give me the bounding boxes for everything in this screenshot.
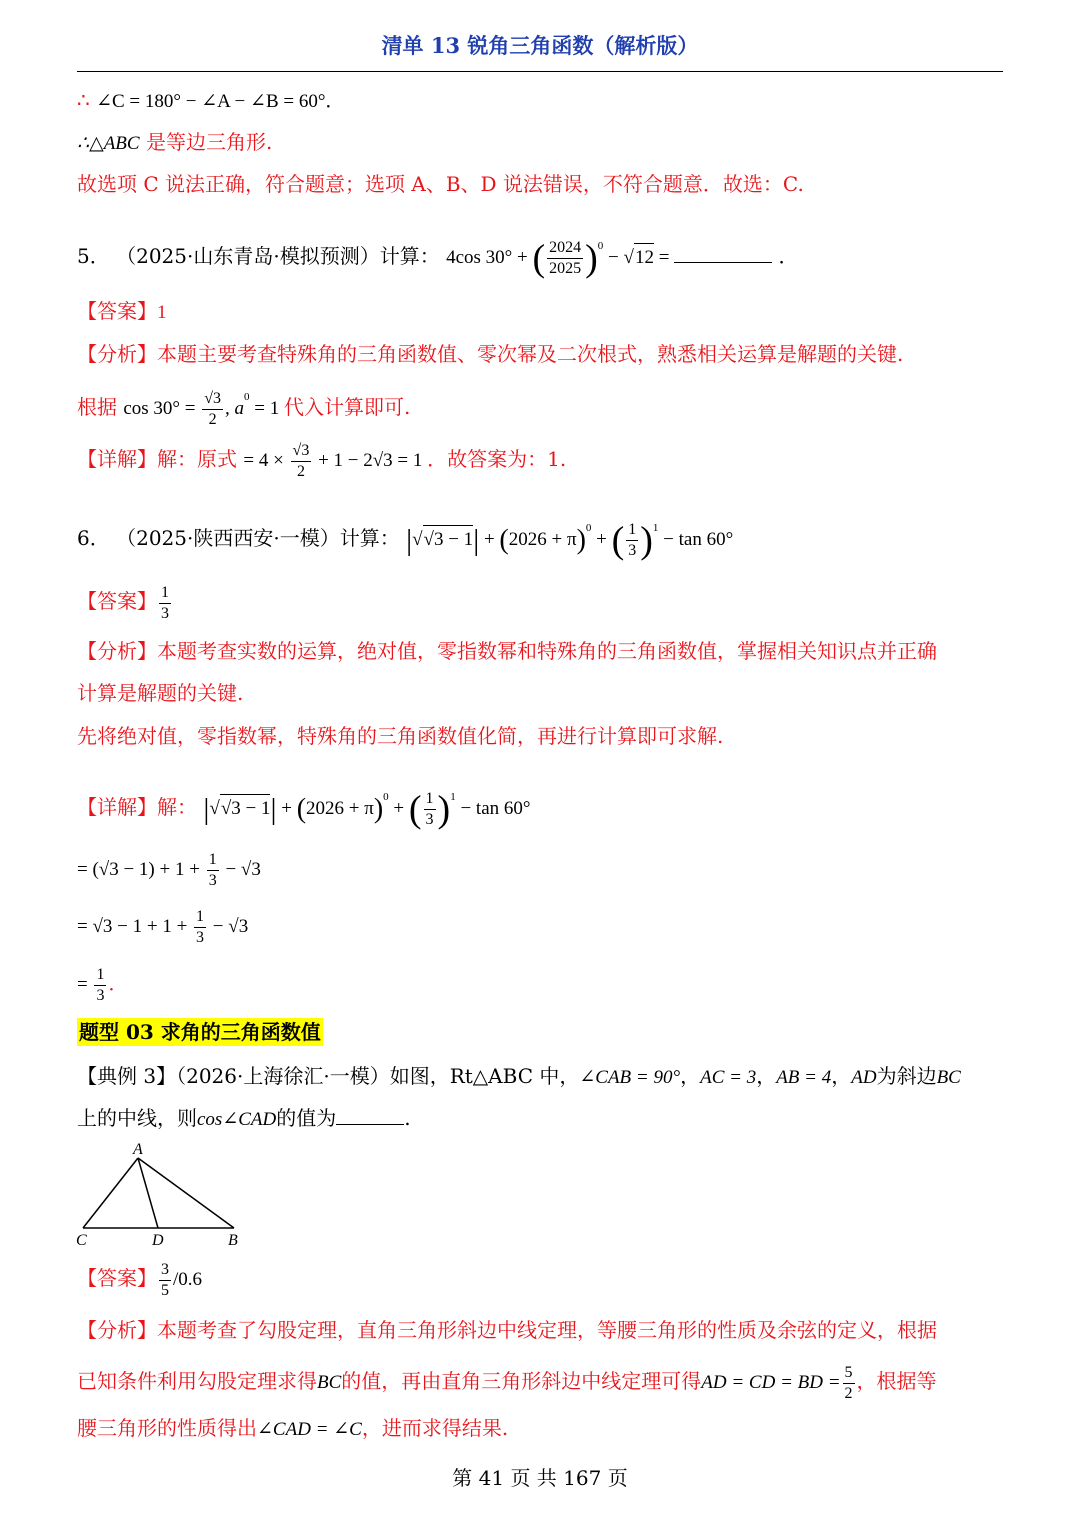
basis-math	[123, 390, 284, 429]
sep-1: ，	[680, 1064, 701, 1088]
analysis-frac-num: 5	[843, 1365, 855, 1384]
example-3-line-2	[77, 1104, 411, 1134]
label-c: C	[76, 1232, 87, 1249]
analysis-2a: 已知条件利用勾股定理求得	[77, 1368, 317, 1393]
analysis-text: 本题主要考查特殊角的三角函数值、零次幂及二次根式，熟悉相关运算是解题的关键.	[157, 342, 904, 366]
step2-frac-num: 1	[194, 909, 206, 928]
q6-detail-zero-exp: 0	[383, 791, 389, 803]
step3-text: =	[77, 973, 88, 995]
median-ad	[138, 1158, 158, 1228]
q6-detail	[77, 783, 530, 829]
answer-label: 【答案】	[77, 1265, 157, 1290]
example-line2-b: 的值为	[276, 1106, 337, 1130]
detail-prefix: 解：	[157, 795, 197, 819]
q6-tan: − tan 60°	[663, 529, 734, 550]
step1-text: = (√3 − 1) + 1 +	[77, 858, 200, 880]
q5-frac-num: 2024	[547, 240, 583, 259]
question-5	[77, 232, 799, 278]
section-heading	[77, 1016, 323, 1045]
example-line2-a: 上的中线，则	[77, 1106, 197, 1130]
prev-line-3: 故选项 C 说法正确，符合题意；选项 A、B、D 说法错误，不符合题意．故选：C.	[77, 172, 804, 196]
step1-frac-num: 1	[207, 852, 219, 871]
q5-basis	[77, 383, 410, 428]
side-ac	[83, 1158, 138, 1228]
analysis-label: 【分析】	[77, 342, 157, 366]
q6-frac	[626, 522, 638, 559]
answer-blank[interactable]	[674, 262, 772, 263]
analysis-label: 【分析】	[77, 639, 157, 663]
analysis-equation: AD = CD = BD =	[701, 1371, 841, 1393]
q6-answer-den: 3	[161, 605, 169, 622]
q5-frac-den: 2025	[549, 260, 582, 278]
basis-exp: 0	[244, 391, 250, 403]
detail-frac-den: 2	[296, 463, 305, 480]
sep-2: ，	[756, 1064, 777, 1088]
q6-step-1	[77, 852, 261, 889]
step3-frac-num: 1	[94, 967, 106, 986]
q6-analysis-1	[77, 637, 937, 665]
basis-a: , a	[225, 398, 245, 419]
step2-text: = √3 − 1 + 1 +	[77, 915, 188, 937]
ex3-analysis-3	[77, 1414, 508, 1444]
question-6-number: 6．	[77, 526, 110, 550]
q6-detail-abs-inner: √3 − 1	[220, 794, 271, 823]
basis-eq1: = 1	[254, 398, 280, 419]
q6-analysis-3: 先将绝对值，零指数幂，特殊角的三角函数值化简，再进行计算即可求解.	[77, 724, 724, 748]
detail-label: 【详解】	[77, 446, 157, 471]
step1-tail: − √3	[225, 858, 261, 880]
q6-frac-num: 1	[626, 522, 638, 541]
step2-tail: − √3	[212, 915, 249, 937]
step2-frac-den: 3	[196, 929, 205, 946]
side-ab	[138, 1158, 234, 1228]
question-5-expression: 4cos 30° + ( $\frac{2024}{2025}$ )$^0$ − √12 =	[446, 237, 670, 280]
detail-math-a: = 4 ×	[243, 449, 284, 471]
cond-bc: BC	[936, 1067, 961, 1088]
example-text-a: （2026·上海徐汇·一模）如图，Rt△ABC 中，	[176, 1064, 580, 1088]
q6-analysis-2: 计算是解题的关键.	[77, 681, 244, 705]
detail-label: 【详解】	[77, 795, 157, 819]
analysis-text-1: 本题考查了勾股定理，直角三角形斜边中线定理，等腰三角形的性质及余弦的定义，根据	[157, 1318, 937, 1342]
triangle-figure	[72, 1138, 252, 1250]
q5-detail	[77, 443, 566, 480]
basis-suffix: 代入计算即可.	[284, 395, 411, 419]
q6-zero-exp: 0	[585, 522, 592, 534]
label-a: A	[133, 1141, 143, 1158]
question-6-source: （2025·陕西西安·一模）计算：	[116, 526, 400, 550]
q5-expr-a: 4cos 30° +	[446, 247, 528, 268]
analysis-2b: 的值，再由直角三角形斜边中线定理可得	[341, 1368, 702, 1393]
q6-detail-one-exp: 1	[450, 791, 456, 803]
header-rule	[77, 71, 1003, 72]
analysis-3a: 腰三角形的性质得出	[77, 1416, 257, 1440]
ex3-answer-alt: /0.6	[173, 1268, 203, 1290]
sep-3: ，	[831, 1064, 852, 1088]
question-6-expression: $|√√3 - 1| + (2026 + \pi)^0$ + ( $\frac{1}{3}$ )$^1$ − tan 60°	[406, 519, 734, 562]
right-paren: )	[585, 237, 598, 280]
equilateral-statement: 是等边三角形.	[145, 130, 273, 154]
detail-math-b: + 1 − 2√3 = 1	[318, 449, 423, 471]
step1-frac-den: 3	[208, 872, 217, 889]
triangle-abc: ∴△ABC	[77, 133, 140, 154]
label-d: D	[152, 1232, 164, 1249]
q6-step-3	[77, 967, 127, 1004]
q6-answer	[77, 585, 173, 622]
analysis-frac-den: 2	[844, 1385, 853, 1402]
page-header-title: 清单 13 锐角三角函数（解析版）	[381, 33, 699, 58]
basis-frac-num: √3	[202, 391, 223, 410]
q6-answer-fraction	[159, 585, 171, 622]
example-3-line-1	[77, 1062, 961, 1092]
q6-frac-den: 3	[628, 542, 637, 560]
q6-step-2	[77, 909, 248, 946]
answer-label: 【答案】	[77, 299, 157, 323]
question-5-number: 5．	[77, 244, 110, 268]
q5-equals: =	[658, 247, 670, 268]
section-title: 题型 03 求角的三角函数值	[79, 1020, 321, 1044]
label-b: B	[228, 1232, 238, 1249]
q5-minus: −	[608, 247, 619, 268]
q6-one-exp: 1	[652, 522, 659, 534]
angle-c-equation: ∠C = 180° − ∠A − ∠B = 60°．	[96, 91, 345, 112]
detail-fraction	[291, 443, 312, 480]
cond-ad: AD	[851, 1067, 877, 1088]
ex3-answer-den: 5	[161, 1282, 169, 1299]
left-paren: (	[532, 237, 546, 280]
therefore-symbol: ∴	[77, 88, 90, 112]
prev-line-2	[77, 128, 272, 158]
analysis-bc: BC	[317, 1371, 342, 1393]
example-line2-end: .	[404, 1106, 411, 1130]
ex3-analysis-2	[77, 1365, 937, 1402]
q6-paren-inner: 2026 + π	[508, 529, 577, 550]
q5-tail: ．	[778, 244, 799, 268]
q6-abs-inner: √3 − 1	[423, 525, 474, 554]
example-text-b: 为斜边	[876, 1064, 937, 1088]
ex3-analysis-1	[77, 1316, 937, 1344]
basis-fraction	[202, 391, 223, 428]
q6-answer-num: 1	[159, 585, 171, 604]
q6-detail-paren: 2026 + π	[306, 798, 374, 819]
cond-ac: AC = 3	[700, 1067, 757, 1088]
analysis-text-1: 本题考查实数的运算，绝对值，零指数幂和特殊角的三角函数值，掌握相关知识点并正确	[157, 639, 937, 663]
analysis-3b: ，进而求得结果.	[361, 1416, 509, 1440]
q6-detail-frac-den: 3	[425, 811, 434, 829]
q6-detail-expression: $|√√3 - 1| + (2026 + \pi)^0$ + ( $\frac{1}{3}$ )$^1$ − tan 60°	[203, 788, 531, 831]
cond-ab: AB = 4	[776, 1067, 832, 1088]
prev-line-1	[77, 86, 344, 116]
step3-tail: ．	[108, 973, 128, 995]
ex3-answer	[77, 1262, 202, 1299]
question-6	[77, 514, 733, 560]
detail-prefix: 解：原式	[157, 446, 237, 471]
ex3-answer-num: 3	[159, 1262, 171, 1281]
q5-analysis	[77, 340, 903, 368]
detail-suffix: ．故答案为：1.	[427, 446, 567, 471]
detail-frac-num: √3	[291, 443, 312, 462]
analysis-2c: ，根据等	[856, 1368, 937, 1393]
q5-answer	[77, 297, 167, 327]
basis-cos: cos 30° =	[123, 398, 196, 419]
answer-label: 【答案】	[77, 588, 157, 613]
page-footer: 第 41 页 共 167 页	[452, 1466, 628, 1490]
q6-detail-tan: − tan 60°	[460, 798, 531, 819]
example-label: 【典例 3】	[77, 1064, 177, 1088]
answer-value: 1	[157, 302, 167, 323]
q5-fraction	[547, 240, 583, 277]
q5-sqrt-arg: 12	[634, 243, 654, 272]
cond-angle-cab: ∠CAB = 90°	[579, 1067, 681, 1088]
detail-math	[243, 442, 427, 480]
step3-frac-den: 3	[96, 987, 105, 1004]
analysis-angle-eq: ∠CAD = ∠C	[257, 1419, 362, 1440]
question-5-source: （2025·山东青岛·模拟预测）计算：	[116, 244, 440, 268]
basis-frac-den: 2	[208, 411, 217, 429]
analysis-label: 【分析】	[77, 1318, 157, 1342]
q6-detail-frac-num: 1	[424, 791, 436, 810]
answer-blank[interactable]	[336, 1124, 404, 1125]
q5-exponent: 0	[597, 240, 604, 252]
cos-cad: cos∠CAD	[197, 1109, 277, 1130]
basis-prefix: 根据	[77, 395, 117, 419]
